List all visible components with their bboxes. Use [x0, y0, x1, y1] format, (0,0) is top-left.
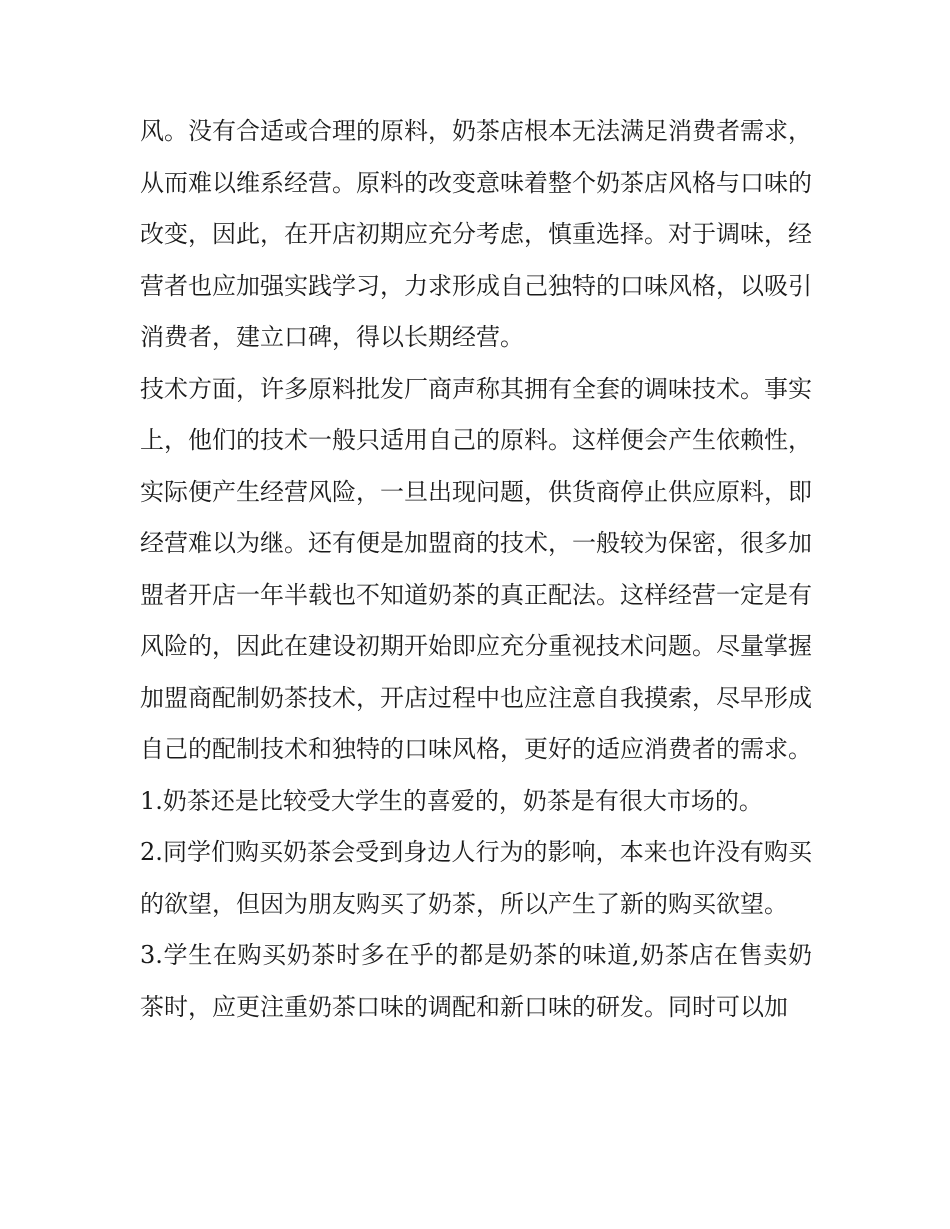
paragraph-raw-materials: 风。没有合适或合理的原料，奶茶店根本无法满足消费者需求，从而难以维系经营。原料的改变意味着整个奶茶店风格与口味的改变，因此，在开店初期应充分考虑，慎重选择。对于调味，经营者也应加强实践学习，力求形成自己独特的口味风格，以吸引消费者，建立口碑，得以长期经营。 — [140, 117, 812, 351]
list-item-1: 1.奶茶还是比较受大学生的喜爱的，奶茶是有很大市场的。 — [140, 786, 763, 815]
document-page — [140, 106, 812, 1033]
list-item-3: 3.学生在购买奶茶时多在乎的都是奶茶的味道,奶茶店在售卖奶茶时，应更注重奶茶口味的调配和新口味的研发。同时可以加 — [140, 941, 812, 1021]
paragraph-technology: 技术方面，许多原料批发厂商声称其拥有全套的调味技术。事实上，他们的技术一般只适用自己的原料。这样便会产生依赖性，实际便产生经营风险，一旦出现问题，供货商停止供应原料，即经营难以为继。还有便是加盟商的技术，一般较为保密，很多加盟者开店一年半载也不知道奶茶的真正配法。这样经营一定是有风险的，因此在建设初期开始即应充分重视技术问题。尽量掌握加盟商配制奶茶技术，开店过程中也应注意自我摸索，尽早形成自己的配制技术和独特的口味风格，更好的适应消费者的需求。 — [140, 374, 812, 763]
list-item-2: 2.同学们购买奶茶会受到身边人行为的影响，本来也许没有购买的欲望，但因为朋友购买了奶茶，所以产生了新的购买欲望。 — [140, 838, 812, 918]
